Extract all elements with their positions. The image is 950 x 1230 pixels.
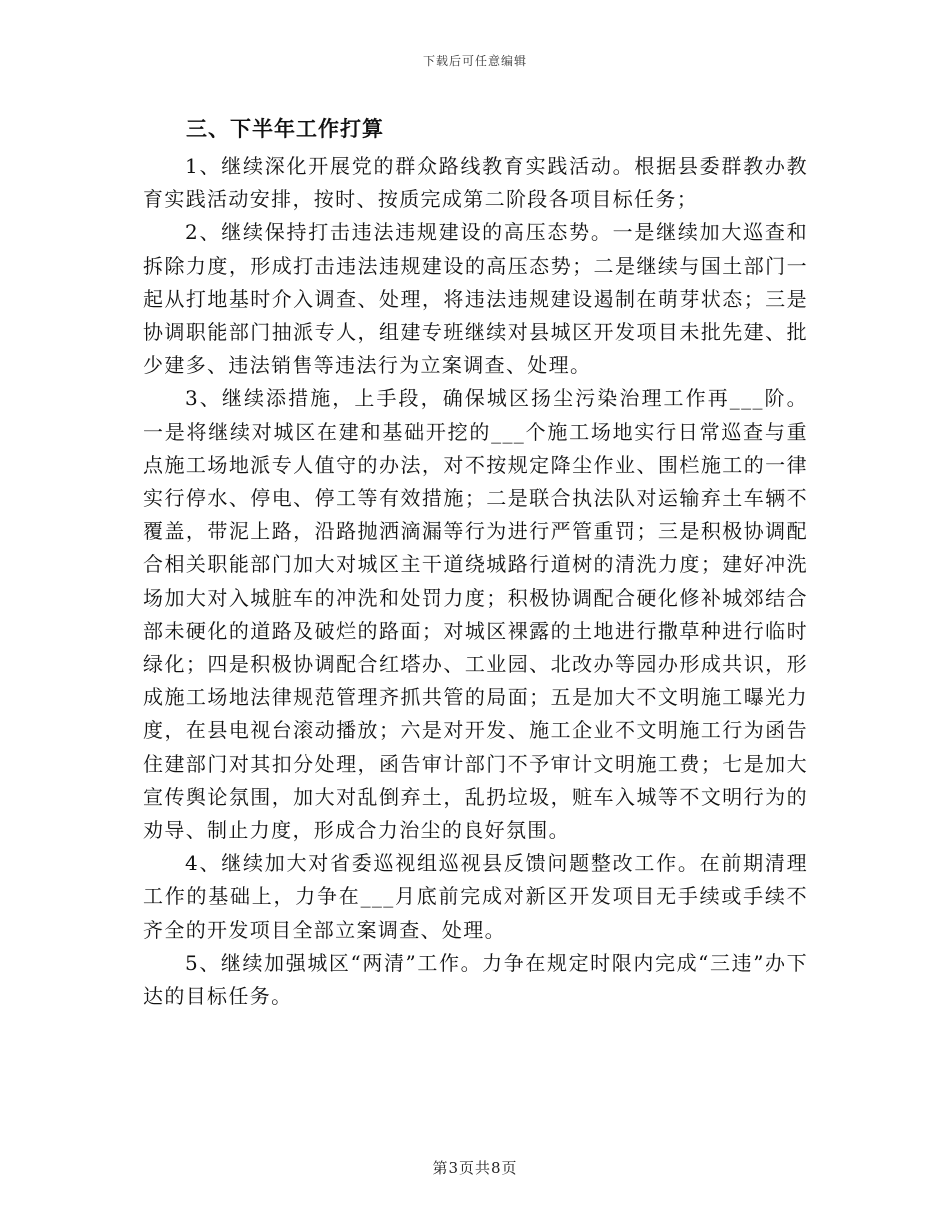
document-body xyxy=(143,108,808,1013)
header-note: 下载后可任意编辑 xyxy=(422,54,527,68)
section-heading: 三、下半年工作打算 xyxy=(186,116,384,141)
paragraph-item-5: 5、继续加强城区“两清”工作。力争在规定时限内完成“三违”办下达的目标任务。 xyxy=(143,950,808,1009)
paragraph-item-2: 2、继续保持打击违法违规建设的高压态势。一是继续加大巡查和拆除力度，形成打击违法违规建设的高压态势；二是继续与国土部门一起从打地基时介入调查、处理，将违法违规建设遏制在萌芽状态；三是协调职能部门抽派专人，组建专班继续对县城区开发项目未批先建、批少建多、违法销售等违法行为立案调查、处理。 xyxy=(143,220,808,378)
paragraph-item-4: 4、继续加大对省委巡视组巡视县反馈问题整改工作。在前期清理工作的基础上，力争在___月底前完成对新区开发项目无手续或手续不齐全的开发项目全部立案调查、处理。 xyxy=(143,851,808,942)
paragraph-item-1: 1、继续深化开展党的群众路线教育实践活动。根据县委群教办教育实践活动安排，按时、按质完成第二阶段各项目标任务； xyxy=(143,154,808,212)
paragraph-item-3: 3、继续添措施，上手段，确保城区扬尘污染治理工作再___阶。一是将继续对城区在建和基础开挖的___个施工场地实行日常巡查与重点施工场地派专人值守的办法，对不按规定降尘作业、围栏施工的一律实行停水、停电、停工等有效措施；二是联合执法队对运输弃土车辆不覆盖，带泥上路，沿路抛洒滴漏等行为进行严管重罚；三是积极协调配合相关职能部门加大对城区主干道绕城路行道树的清洗力度；建好冲洗场加大对入城脏车的冲洗和处罚力度；积极协调配合硬化修补城郊结合部未硬化的道路及破烂的路面；对城区裸露的土地进行撒草种进行临时绿化；四是积极协调配合红塔办、工业园、北改办等园办形成共识，形成施工场地法律规范管理齐抓共管的局面；五是加大不文明施工曝光力度，在县电视台滚动播放；六是对开发、施工企业不文明施工行为函告住建部门对其扣分处理，函告审计部门不予审计文明施工费；七是加大宣传舆论氛围，加大对乱倒弃土，乱扔垃圾，赃车入城等不文明行为的劝导、制止力度，形成合力治尘的良好氛围。 xyxy=(143,386,808,843)
page-number: 第3页共8页 xyxy=(432,1159,518,1177)
